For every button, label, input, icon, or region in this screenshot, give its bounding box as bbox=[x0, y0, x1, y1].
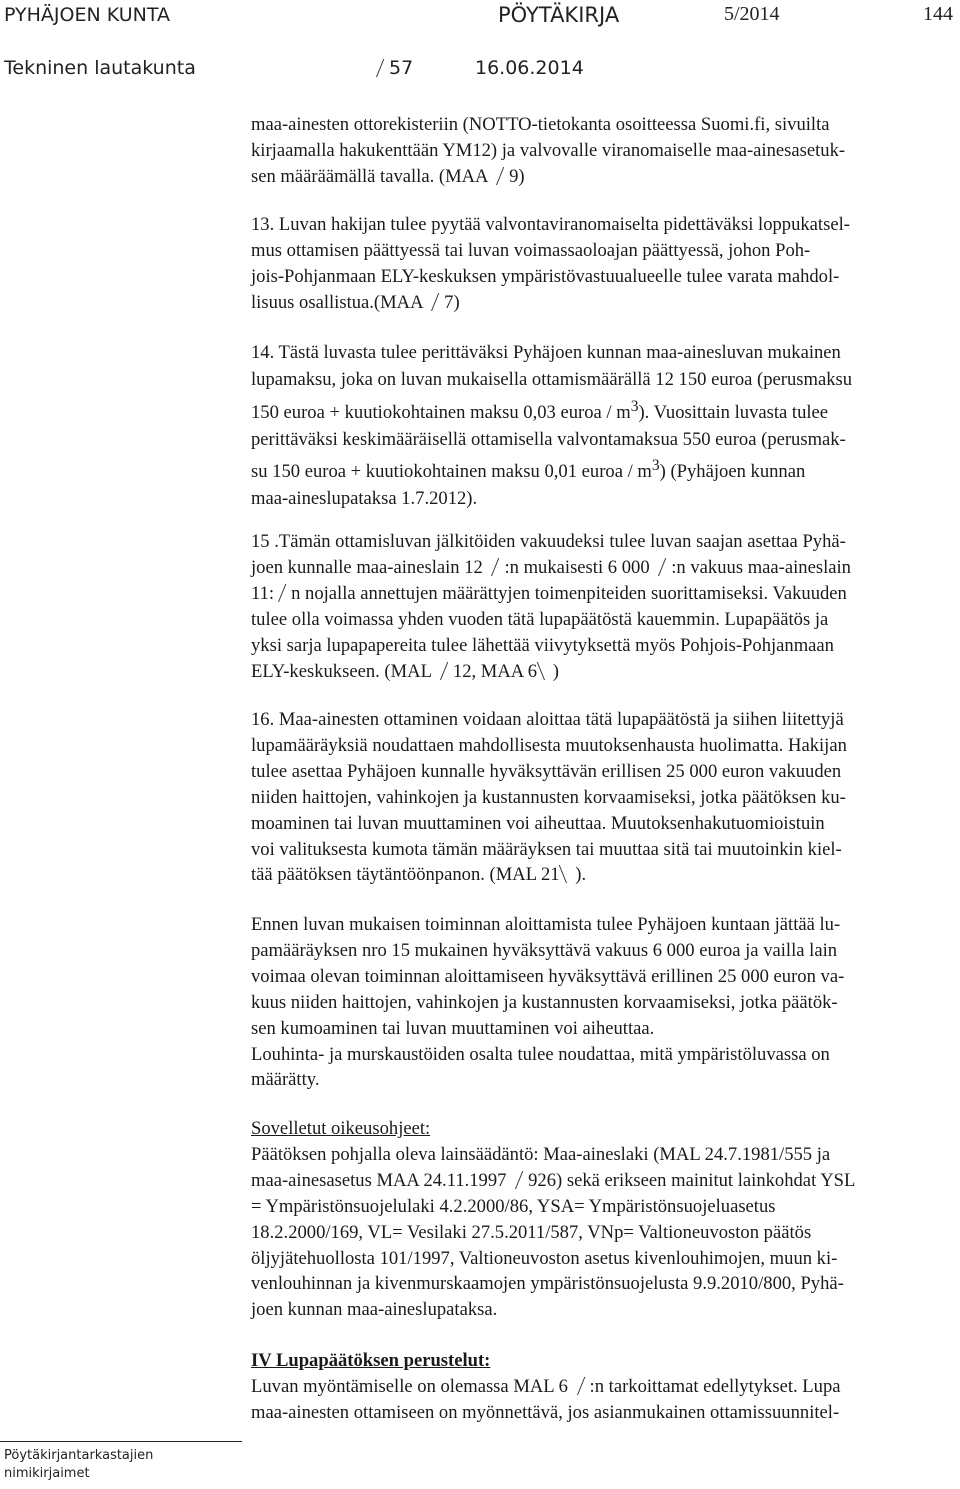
text-line: ) (Pyhäjoen kunnan bbox=[659, 461, 806, 483]
text-line: n nojalla annettujen määrättyjen toimenpiteiden suorittamiseksi. Vakuuden bbox=[291, 582, 847, 604]
text-line: tulee olla voimassa yhden vuoden tätä lupapäätöstä kauemmin. Lupapäätös ja bbox=[251, 608, 829, 630]
text-line: 12, MAA 6 bbox=[452, 660, 542, 682]
text-line: :n vakuus maa-aineslain bbox=[671, 556, 851, 578]
section-number-text: 57 bbox=[389, 57, 414, 79]
text-line: kuus niiden haittojen, vahinkojen ja kustannusten korvaamiseksi, jotka päätök- bbox=[251, 991, 838, 1013]
text-line: maa-aineslupataksa 1.7.2012). bbox=[251, 488, 478, 510]
text-line: ). bbox=[575, 864, 587, 886]
paragraph-13 bbox=[251, 212, 946, 316]
footer-label-line2: nimikirjaimet bbox=[4, 1466, 90, 1481]
board-name: Tekninen lautakunta bbox=[4, 57, 196, 79]
text-line: = Ympäristönsuojelulaki 4.2.2000/86, YSA= Ympäristönsuojeluasetus bbox=[251, 1195, 776, 1217]
text-line: pamääräyksen nro 15 mukainen hyväksyttävä vakuus 6 000 euroa ja vailla lain bbox=[251, 939, 838, 961]
text-line: ). Vuosittain luvasta tulee bbox=[638, 401, 829, 423]
legal-provisions-heading: Sovelletut oikeusohjeet: bbox=[251, 1118, 431, 1139]
superscript: 3 bbox=[651, 457, 660, 475]
footer-label-line1: Pöytäkirjantarkastajien bbox=[4, 1448, 154, 1463]
text-line: yksi sarja lupapapereita tulee lähettää viivytyksettä myös Pohjois-Pohjanmaan bbox=[251, 634, 834, 656]
paragraph-guarantee bbox=[251, 912, 946, 1093]
text-line: 16. Maa-ainesten ottaminen voidaan aloittaa tätä lupapäätöstä ja siihen liitettyjä bbox=[251, 709, 844, 730]
text-line: mus ottamisen päättyessä tai luvan voimassaoloajan päättyessä, johon Poh- bbox=[251, 239, 811, 261]
text-line: lisuus osallistua.(MAA bbox=[251, 291, 428, 313]
text-line: Päätöksen pohjalla oleva lainsäädäntö: Maa-aineslaki (MAL 24.7.1981/555 ja bbox=[251, 1143, 831, 1165]
text-line: su 150 euroa + kuutiokohtainen maksu 0,01 euroa / m bbox=[251, 461, 652, 483]
text-line: maa-ainesten ottamiseen on myönnettävä, jos asianmukainen ottamissuunnitel- bbox=[251, 1401, 840, 1423]
text-line: sen määräämällä tavalla. (MAA bbox=[251, 165, 493, 187]
paragraph-12-continued bbox=[251, 112, 946, 190]
paragraph-16 bbox=[251, 707, 946, 888]
document-type: PÖYTÄKIRJA bbox=[498, 3, 620, 27]
section-number bbox=[372, 57, 413, 79]
text-line: 11: bbox=[251, 582, 275, 604]
issue-number: 5/2014 bbox=[724, 3, 780, 25]
legal-provisions bbox=[251, 1116, 946, 1323]
paragraph-14 bbox=[251, 340, 946, 513]
text-line: 7) bbox=[444, 291, 460, 313]
text-line: 15 .Tämän ottamisluvan jälkitöiden vakuudeksi tulee luvan saajan asettaa Pyhä- bbox=[251, 531, 846, 552]
text-line: 926) sekä erikseen mainitut lainkohdat YSL bbox=[528, 1169, 856, 1191]
text-line: voimaa olevan toiminnan aloittamiseen hyväksyttävä erillinen 25 000 euron va- bbox=[251, 965, 845, 987]
paragraph-15 bbox=[251, 529, 946, 684]
text-line: moaminen tai luvan muuttaminen voi aiheuttaa. Muutoksenhakutuomioistuin bbox=[251, 812, 825, 834]
text-line: maa-ainesten ottorekisteriin (NOTTO-tietokanta osoitteessa Suomi.fi, sivuilta bbox=[251, 114, 830, 135]
text-line: Louhinta- ja murskaustöiden osalta tulee noudattaa, mitä ympäristöluvassa on bbox=[251, 1043, 830, 1065]
municipality-name: PYHÄJOEN KUNTA bbox=[4, 4, 170, 26]
text-line: :n mukaisesti 6 000 bbox=[504, 556, 655, 578]
text-line: tää päätöksen täytäntöönpanon. (MAL 21 bbox=[251, 864, 565, 886]
text-line: lupamääräyksiä noudattaen mahdollisesta muutoksenhausta huolimatta. Hakijan bbox=[251, 734, 847, 756]
text-line: joen kunnalle maa-aineslain 12 bbox=[251, 556, 488, 578]
text-line: Ennen luvan mukaisen toiminnan aloittamista tulee Pyhäjoen kuntaan jättää lu- bbox=[251, 914, 841, 935]
superscript: 3 bbox=[630, 397, 639, 415]
text-line: määrätty. bbox=[251, 1069, 320, 1091]
text-line: tulee asettaa Pyhäjoen kunnalle hyväksyttävän erillisen 25 000 euron vakuuden bbox=[251, 760, 842, 782]
text-line: 9) bbox=[509, 165, 525, 187]
signature-line bbox=[0, 1441, 242, 1442]
text-line: :n tarkoittamat edellytykset. Lupa bbox=[589, 1375, 841, 1397]
text-line: 150 euroa + kuutiokohtainen maksu 0,03 euroa / m bbox=[251, 401, 631, 423]
page-number: 144 bbox=[923, 3, 953, 25]
text-line: voi valituksesta kumota tämän määräyksen tai muuttaa sitä tai muutoinkin kiel- bbox=[251, 838, 842, 860]
meeting-date: 16.06.2014 bbox=[475, 57, 584, 79]
text-line: ELY-keskukseen. (MAL bbox=[251, 660, 436, 682]
text-line: perittäväksi keskimääräisellä ottamisella valvontamaksua 550 euroa (perusmak- bbox=[251, 428, 846, 450]
text-line: venlouhinnan ja kivenmurskaamojen ympäristönsuojelusta 9.9.2010/800, Pyhä- bbox=[251, 1273, 844, 1295]
text-line: ) bbox=[552, 660, 559, 682]
text-line: jois-Pohjanmaan ELY-keskuksen ympäristövastuualueelle tulee varata mahdol- bbox=[251, 265, 840, 287]
text-line: maa-ainesasetus MAA 24.11.1997 bbox=[251, 1169, 512, 1191]
text-line: joen kunnan maa-aineslupataksa. bbox=[251, 1299, 498, 1321]
permit-grounds-heading: IV Lupapäätöksen perustelut: bbox=[251, 1350, 491, 1371]
text-line: lupamaksu, joka on luvan mukaisella ottamismäärällä 12 150 euroa (perusmaksu bbox=[251, 368, 853, 390]
permit-grounds bbox=[251, 1348, 946, 1426]
text-line: sen kumoaminen tai luvan muuttaminen voi aiheuttaa. bbox=[251, 1017, 655, 1039]
text-line: 18.2.2000/169, VL= Vesilaki 27.5.2011/587, VNp= Valtioneuvoston päätös bbox=[251, 1221, 812, 1243]
text-line: kirjaamalla hakukenttään YM12) ja valvovalle viranomaiselle maa-ainesasetuk- bbox=[251, 139, 846, 161]
text-line: 13. Luvan hakijan tulee pyytää valvontaviranomaiselta pidettäväksi loppukatsel- bbox=[251, 214, 850, 235]
text-line: öljyjätehuollosta 101/1997, Valtioneuvoston asetus kivenlouhimojen, muun ki- bbox=[251, 1247, 838, 1269]
text-line: Luvan myöntämiselle on olemassa MAL 6 bbox=[251, 1375, 573, 1397]
text-line: niiden haittojen, vahinkojen ja kustannusten korvaamiseksi, jotka päätöksen ku- bbox=[251, 786, 846, 808]
text-line: 14. Tästä luvasta tulee perittäväksi Pyhäjoen kunnan maa-ainesluvan mukainen bbox=[251, 342, 841, 363]
